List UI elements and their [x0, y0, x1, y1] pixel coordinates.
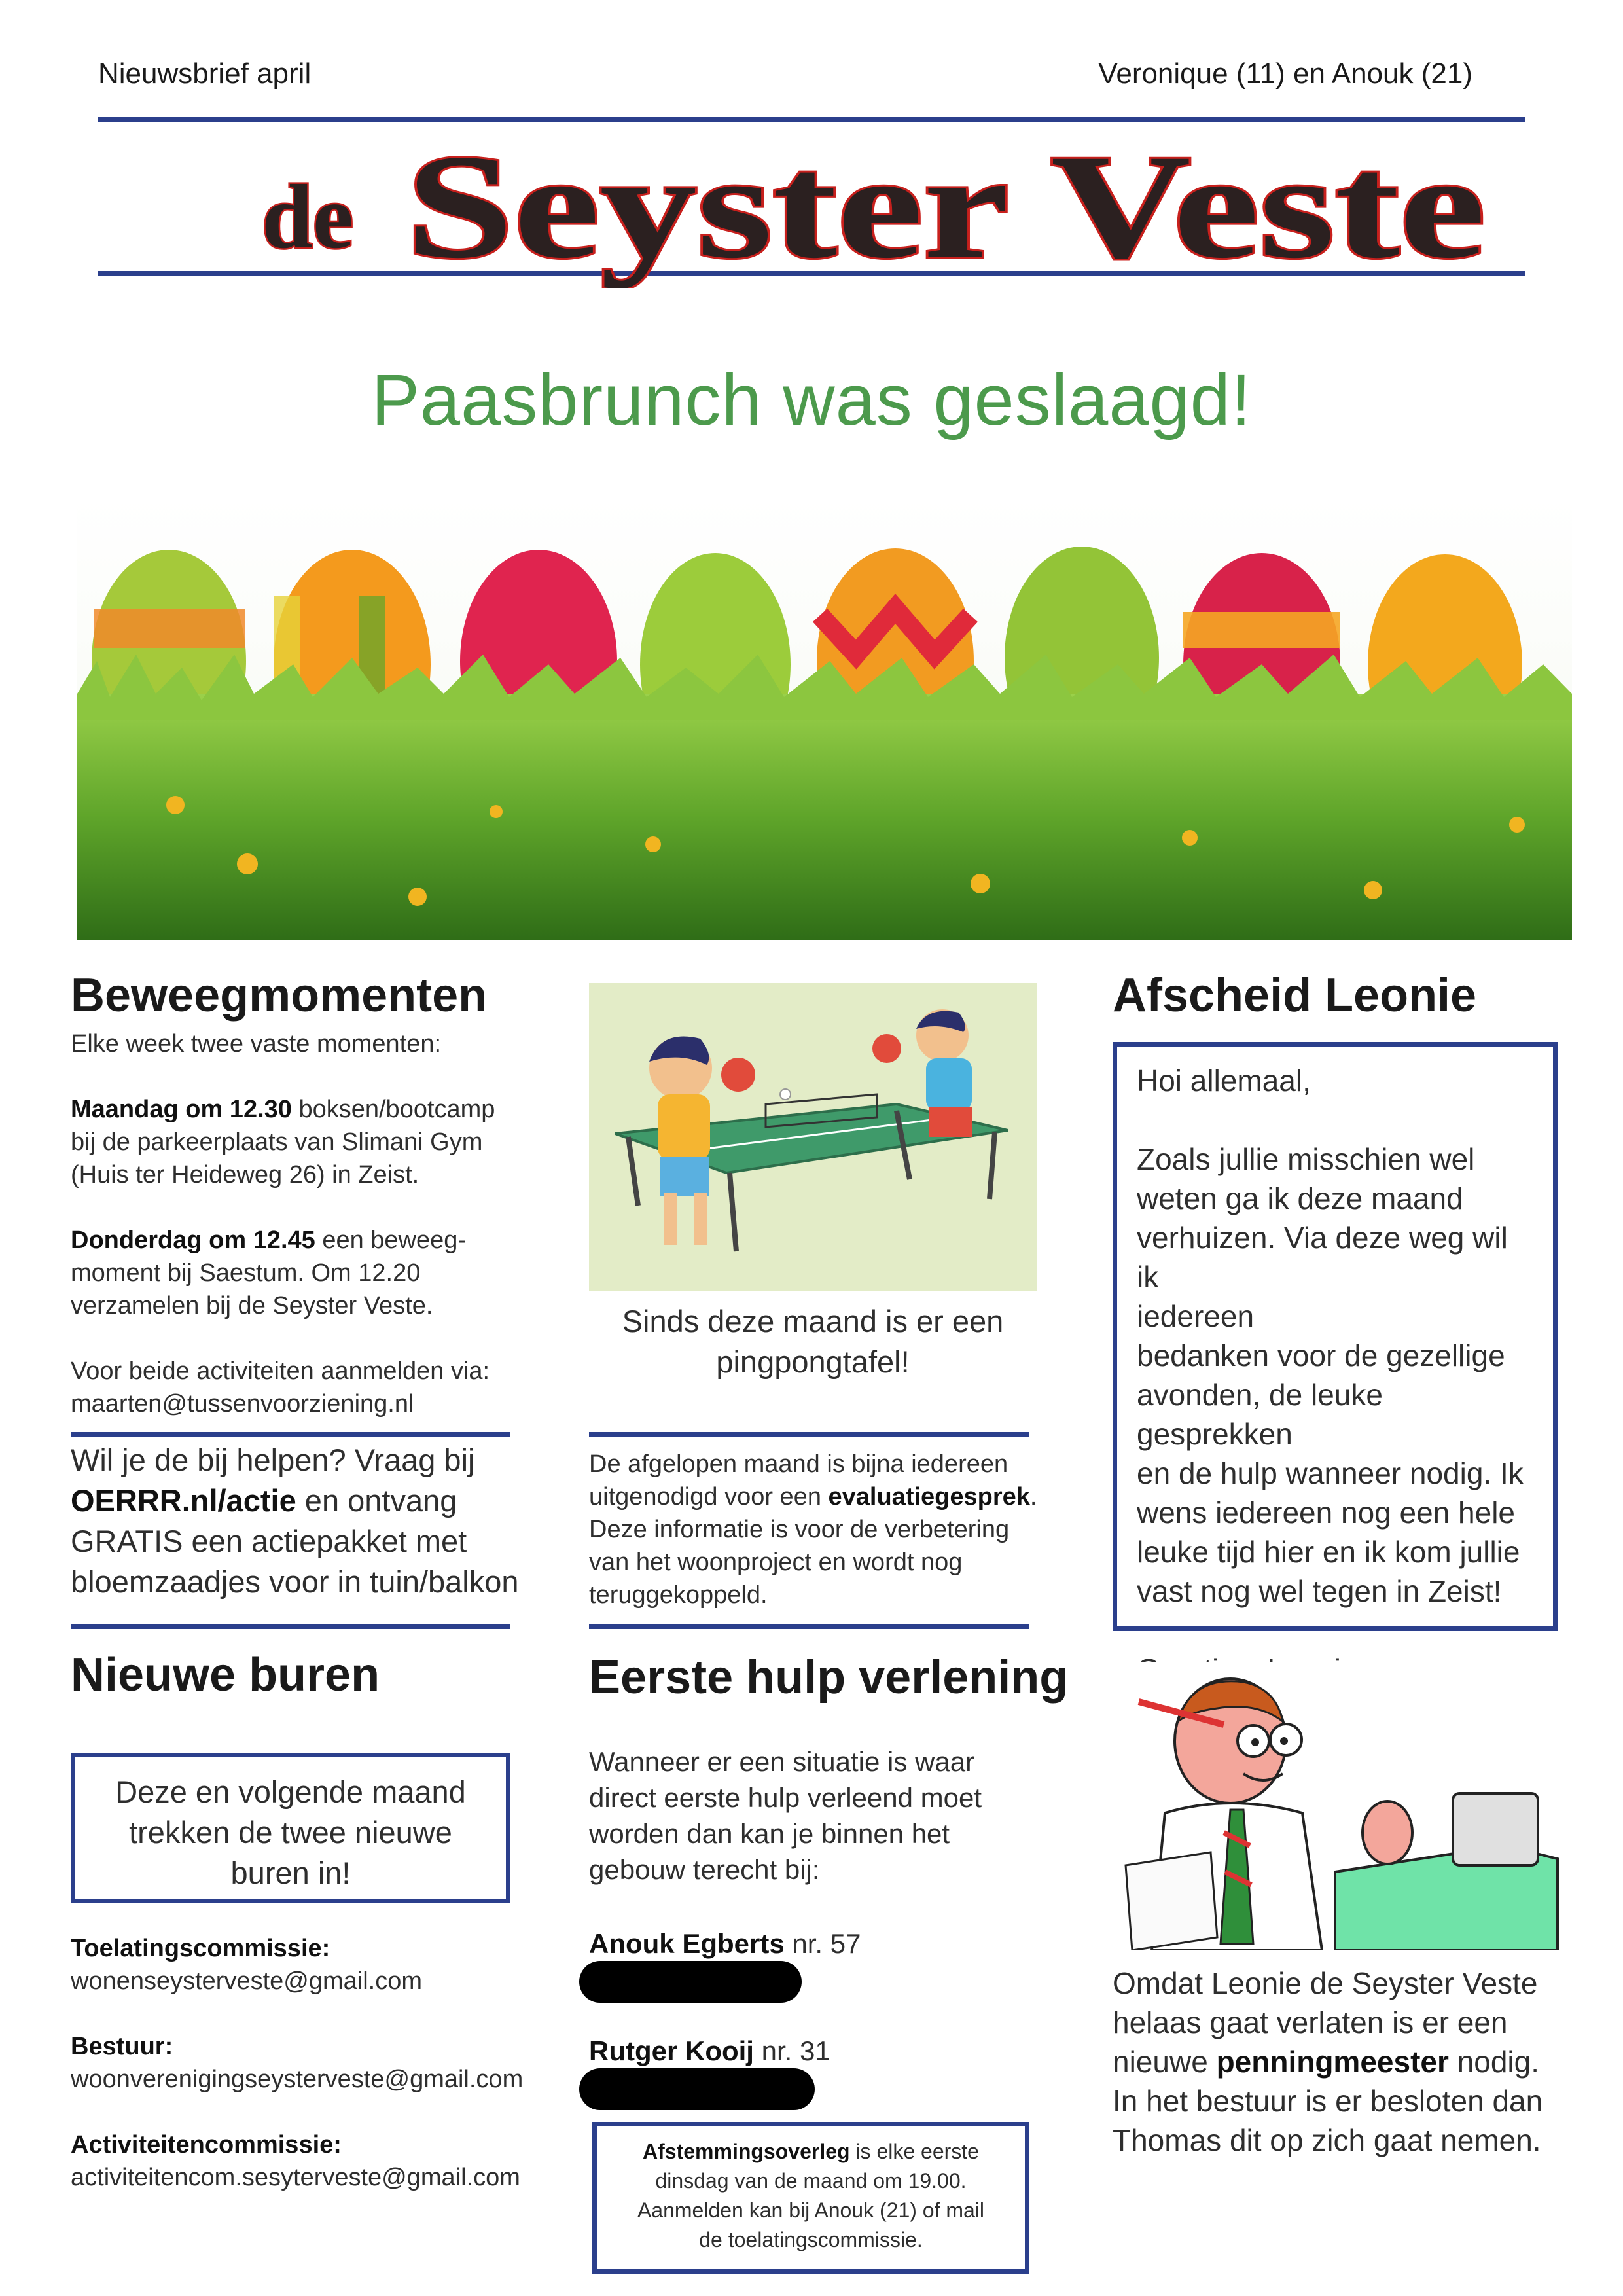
- ehbo-person-1: [589, 1926, 861, 1962]
- beweeg-divider: [71, 1432, 510, 1437]
- overleg-bold: Afstemmingsoverleg: [643, 2140, 850, 2163]
- afscheid-l9: wens iedereen nog een hele: [1137, 1496, 1516, 1530]
- evaluatie-l5: teruggekoppeld.: [589, 1581, 768, 1609]
- bij-l3: GRATIS een actiepakket met: [71, 1524, 467, 1558]
- contact-label-activiteiten: Activiteitencommissie:: [71, 2131, 342, 2159]
- ehbo-body: [589, 1744, 1060, 1888]
- afscheid-l10: leuke tijd hier en ik kom jullie: [1137, 1535, 1520, 1569]
- buren-box-l2: trekken de twee nieuwe: [129, 1815, 452, 1850]
- beweeg-p2-l3: verzamelen bij de Seyster Veste.: [71, 1292, 433, 1319]
- afscheid-l11: vast nog wel tegen in Zeist!: [1137, 1574, 1502, 1608]
- redacted-phone-2: [579, 2068, 815, 2110]
- beweeg-p1-l1: boksen/bootcamp: [291, 1096, 495, 1123]
- evaluatie-divider: [589, 1624, 1029, 1629]
- afscheid-l4: verhuizen. Via deze weg wil ik: [1137, 1221, 1508, 1294]
- pingpong-illustration: [589, 983, 1037, 1291]
- bij-helpen-text: [71, 1440, 555, 1602]
- bij-divider: [71, 1624, 510, 1629]
- penning-l5: Thomas dit op zich gaat nemen.: [1113, 2123, 1541, 2157]
- overleg-box: [592, 2122, 1029, 2274]
- svg-text:de: de: [262, 166, 353, 268]
- beweeg-p2-l2: moment bij Saestum. Om 12.20: [71, 1259, 421, 1287]
- afscheid-title: Afscheid Leonie: [1113, 969, 1477, 1022]
- afscheid-l2: Zoals jullie misschien wel: [1137, 1142, 1475, 1176]
- overleg-l3: Aanmelden kan bij Anouk (21) of mail: [637, 2198, 985, 2222]
- overleg-l2: dinsdag van de maand om 19.00.: [655, 2169, 967, 2193]
- contact-email-activiteiten: activiteitencom.sesyterveste@gmail.com: [71, 2164, 520, 2191]
- pingpong-caption-l2: pingpongtafel!: [716, 1344, 910, 1379]
- beweeg-title: Beweegmomenten: [71, 969, 488, 1022]
- beweeg-p1-l3: (Huis ter Heideweg 26) in Zeist.: [71, 1161, 419, 1189]
- buren-box-l3: buren in!: [230, 1856, 351, 1890]
- contact-email-toelating: wonenseysterveste@gmail.com: [71, 1967, 423, 1995]
- beweeg-email: maarten@tussenvoorziening.nl: [71, 1390, 414, 1418]
- afscheid-box: [1113, 1042, 1558, 1631]
- treasurer-cartoon: [1113, 1662, 1560, 1950]
- ehbo-l4: gebouw terecht bij:: [589, 1854, 820, 1885]
- ehbo-l3: worden dan kan je binnen het: [589, 1818, 950, 1849]
- afscheid-l3: weten ga ik deze maand: [1137, 1181, 1463, 1215]
- ehbo-l2: direct eerste hulp verleend moet: [589, 1782, 982, 1813]
- evaluatie-l3: Deze informatie is voor de verbetering: [589, 1516, 1010, 1543]
- afscheid-l8: en de hulp wanneer nodig. Ik: [1137, 1456, 1524, 1490]
- pingpong-caption-l1: Sinds deze maand is er een: [622, 1304, 1004, 1338]
- ehbo-person-2: [589, 2033, 830, 2069]
- penning-keyword: penningmeester: [1216, 2045, 1449, 2079]
- beweeg-p1-l2: bij de parkeerplaats van Slimani Gym: [71, 1128, 483, 1156]
- ehbo-p1-nr: nr. 57: [784, 1928, 861, 1959]
- penning-text: [1113, 1964, 1571, 2160]
- penning-l3-a: nieuwe: [1113, 2045, 1217, 2079]
- page-headline: Paasbrunch was geslaagd!: [371, 360, 1252, 440]
- svg-text:Seyster Veste: Seyster Veste: [406, 124, 1486, 288]
- buren-box: [71, 1753, 510, 1903]
- evaluatie-l2-b: .: [1029, 1483, 1037, 1511]
- contact-label-toelating: Toelatingscommissie:: [71, 1935, 330, 1962]
- evaluatie-keyword: evaluatiegesprek: [828, 1483, 1030, 1511]
- afscheid-l1: Hoi allemaal,: [1137, 1064, 1311, 1098]
- evaluatie-l4: van het woonproject en wordt nog: [589, 1549, 963, 1576]
- bij-l4: bloemzaadjes voor in tuin/balkon: [71, 1564, 519, 1599]
- penning-l1: Omdat Leonie de Seyster Veste: [1113, 1966, 1538, 2000]
- authors-label: Veronique (11) en Anouk (21): [1098, 58, 1472, 90]
- afscheid-l7: avonden, de leuke gesprekken: [1137, 1378, 1383, 1451]
- overleg-l4: de toelatingscommissie.: [699, 2228, 923, 2251]
- beweeg-p1-bold: Maandag om 12.30: [71, 1096, 292, 1123]
- evaluatie-l1: De afgelopen maand is bijna iedereen: [589, 1450, 1008, 1478]
- ehbo-title: Eerste hulp verlening: [589, 1651, 1069, 1704]
- beweeg-intro: Elke week twee vaste momenten:: [71, 1030, 442, 1058]
- ehbo-p1-name: Anouk Egberts: [589, 1928, 785, 1959]
- penning-l4: In het bestuur is er besloten dan: [1113, 2084, 1543, 2118]
- afscheid-l5: iedereen: [1137, 1299, 1255, 1333]
- beweeg-p2-bold: Donderdag om 12.45: [71, 1227, 315, 1254]
- ehbo-p2-nr: nr. 31: [753, 2036, 830, 2066]
- penning-l3-b: nodig.: [1448, 2045, 1539, 2079]
- buren-title: Nieuwe buren: [71, 1649, 380, 1701]
- evaluatie-l2-a: uitgenodigd voor een: [589, 1483, 829, 1511]
- bij-l2-rest: en ontvang: [296, 1483, 457, 1518]
- ehbo-l1: Wanneer er een situatie is waar: [589, 1746, 975, 1777]
- ehbo-p2-name: Rutger Kooij: [589, 2036, 754, 2066]
- pingpong-caption: [589, 1301, 1037, 1382]
- beweeg-body: [71, 1028, 529, 1420]
- afscheid-l6: bedanken voor de gezellige: [1137, 1338, 1505, 1372]
- masthead-logo: [98, 111, 1525, 288]
- contact-label-bestuur: Bestuur:: [71, 2033, 173, 2060]
- penning-l2: helaas gaat verlaten is er een: [1113, 2005, 1508, 2039]
- bij-l1: Wil je de bij helpen? Vraag bij: [71, 1443, 475, 1477]
- issue-label: Nieuwsbrief april: [98, 58, 312, 90]
- contact-email-bestuur: woonverenigingseysterveste@gmail.com: [71, 2066, 524, 2093]
- hero-easter-eggs-image: [77, 497, 1572, 940]
- buren-box-l1: Deze en volgende maand: [115, 1774, 466, 1809]
- overleg-l1-rest: is elke eerste: [849, 2140, 979, 2163]
- contacts-list: [71, 1932, 568, 2194]
- bij-link: OERRR.nl/actie: [71, 1483, 296, 1518]
- redacted-phone-1: [579, 1961, 802, 2003]
- beweeg-p3-l1: Voor beide activiteiten aanmelden via:: [71, 1357, 490, 1385]
- beweeg-p2-l1: een beweeg-: [315, 1227, 467, 1254]
- evaluatie-text: [589, 1448, 1047, 1611]
- pingpong-divider: [589, 1432, 1029, 1437]
